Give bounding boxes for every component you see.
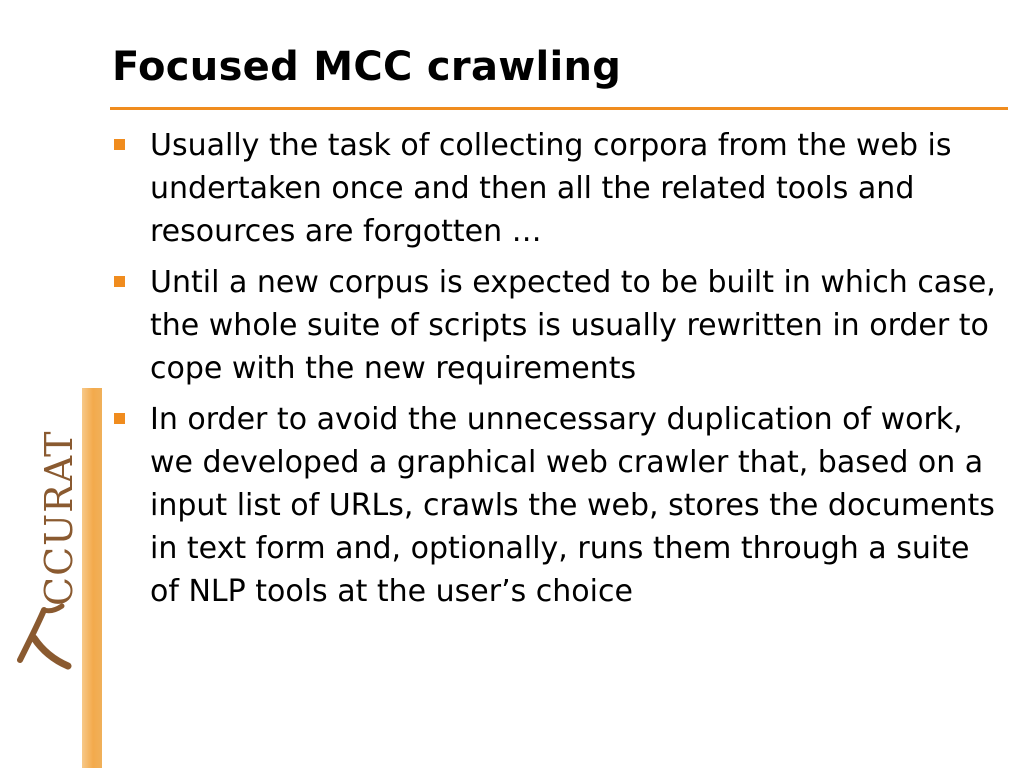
bullet-text: In order to avoid the unnecessary duplication of work, we developed a graphical web crawler that, based on a input list of URLs, crawls the web, stores the documents in text form and, optionally, runs them through a suite of NLP tools at the user’s choice	[150, 402, 995, 609]
bullet-text: Until a new corpus is expected to be built in which case, the whole suite of scripts is usually rewritten in order to cope with the new requirements	[150, 265, 996, 386]
slide-title: Focused MCC crawling	[112, 44, 622, 90]
square-bullet-icon	[114, 276, 125, 287]
accurat-logo	[4, 398, 82, 676]
side-accent-bar	[82, 388, 102, 768]
bullet-list	[112, 124, 1002, 621]
square-bullet-icon	[114, 413, 125, 424]
bullet-item	[112, 398, 1002, 613]
square-bullet-icon	[114, 139, 125, 150]
title-underline	[110, 107, 1008, 110]
bullet-item	[112, 124, 1002, 253]
lambda-mark	[20, 606, 68, 666]
bullet-text: Usually the task of collecting corpora from the web is undertaken once and then all the related tools and resources are forgotten …	[150, 128, 952, 249]
bullet-item	[112, 261, 1002, 390]
logo-wordmark: CCURAT	[37, 430, 81, 606]
